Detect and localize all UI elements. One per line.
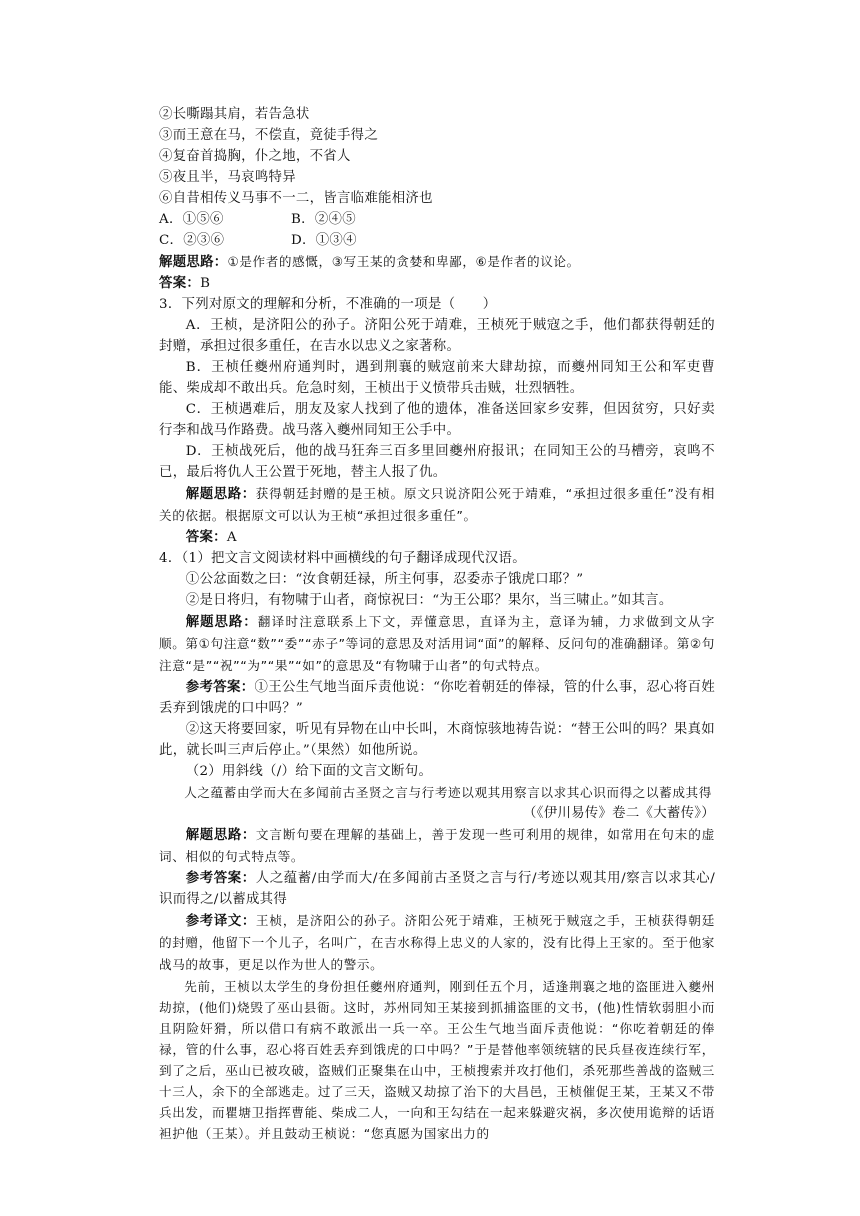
q4-reference-1: [159, 677, 715, 719]
q3-option-d: D．王桢战死后，他的战马狂奔三百多里回夔州府报讯；在同知王公的马槽旁，哀鸣不已，最后将仇人王公置于死地，替主人报了仇。: [159, 444, 715, 480]
q4-reference-2: ②这天将要回家，听见有异物在山中长叫，木商惊骇地祷告说：“替王公叫的吗？果真如此，就长叫三声后停止。”（果然）如他所说。: [159, 722, 715, 758]
q3-answer-value: A: [226, 530, 237, 545]
q4-reference-text-1: ①王公生气地当面斥责他说：“你吃着朝廷的俸禄，管的什么事，忍心将百姓丢弃到饿虎的口中吗？”: [159, 680, 716, 716]
q4-2-reference-label: 参考答案：: [185, 870, 256, 886]
q4-reference-label: 参考答案：: [185, 679, 255, 695]
q2-option-c: C．②③⑥: [159, 233, 225, 248]
translation-paragraph-2: 先前，王桢以太学生的身份担任夔州府通判，刚到任五个月，适逢荆襄之地的盗匪进入夔州劫掠，(他们)烧毁了巫山县衙。这时，苏州同知王某接到抓捕盗匪的文书，(他)性情软弱胆小而且阴险奸猾，所以借口有病不敢派出一兵一卒。王公生气地当面斥责他说：“你吃着朝廷的俸禄，管的什么事，忍心将百姓丢弃到饿虎的口中吗？”于是替他率领统辖的民兵昼夜连续行军，到了之后，巫山已被攻破，盗贼们正聚集在山中，王桢搜索并攻打他们，杀死那些善战的盗贼三十三人，余下的全部逃走。过了三天，盗贼又劫掠了治下的大昌邑，王桢催促王某，王某又不带兵出发，而瞿塘卫指挥曹能、柴成二人，一向和王勾结在一起来躲避灾祸，多次使用诡辩的话语袒护他（王某）。并且鼓动王桢说：“您真愿为国家出力的: [159, 979, 715, 1141]
q4-2-reference: [159, 868, 715, 910]
q2-options-row-2: [159, 230, 715, 251]
q3-answer: [159, 527, 715, 548]
document-body: [159, 104, 715, 1144]
q2-analysis-label: 解题思路：: [159, 254, 228, 270]
q3-analysis: [159, 483, 715, 527]
q2-answer: [159, 273, 715, 294]
q3-option-c: C．王桢遇难后，朋友及家人找到了他的遗体，准备送回家乡安葬，但因贫穷，只好卖行李和战马作路费。战马落入夔州同知王公手中。: [159, 402, 715, 438]
q4-2-analysis-text: 文言断句要在理解的基础上，善于发现一些可利用的规律，如常用在句末的虚词、相似的句式特点等。: [159, 827, 716, 864]
q2-item-6: ⑥自昔相传义马事不一二，皆言临难能相济也: [159, 191, 433, 206]
q2-item-3: ③而王意在马，不偿直，竟徒手得之: [159, 128, 379, 143]
q2-item-2: ②长嘶蹋其肩，若告急状: [159, 107, 310, 122]
q4-2-analysis-label: 解题思路：: [185, 827, 256, 843]
q2-item-4: ④复奋首捣胸，仆之地，不省人: [159, 149, 351, 164]
q2-answer-value: B: [200, 276, 211, 291]
q3-stem: 3．下列对原文的理解和分析，不准确的一项是（ ）: [159, 297, 497, 312]
q4-sentence-2: ②是日将归，有物啸于山者，商惊祝曰：“为王公耶？果尔，当三啸止。”如其言。: [185, 593, 673, 608]
q4-2-text: 人之蕴蓄由学而大在多闻前古圣贤之言与行考迹以观其用察言以求其心识而得之以蓄成其得: [184, 785, 712, 800]
q4-2-reference-text: 人之蕴蓄/由学而大/在多闻前古圣贤之言与行/考迹以观其用/察言以求其心/识而得之/以蓄成其得: [159, 871, 716, 907]
translation-paragraph-1: [159, 910, 715, 976]
q3-analysis-text: 获得朝廷封赠的是王桢。原文只说济阳公死于靖难，“承担过很多重任”没有相关的依据。根据原文可以认为王桢“承担过很多重任”。: [159, 486, 715, 523]
q4-stem: 4．（1）把文言文阅读材料中画横线的句子翻译成现代汉语。: [159, 551, 526, 566]
q2-analysis-text: ①是作者的感慨，③写王某的贪婪和卑鄙，⑥是作者的议论。: [227, 254, 580, 269]
q3-analysis-label: 解题思路：: [185, 486, 256, 502]
q2-option-b: B．②④⑤: [291, 212, 356, 227]
q4-sentence-1: ①公忿面数之曰：“汝食朝廷禄，所主何事，忍委赤子饿虎口耶？”: [185, 572, 584, 587]
q2-analysis: [159, 251, 715, 273]
q4-analysis: [159, 611, 715, 677]
q4-analysis-label: 解题思路：: [185, 614, 258, 630]
q3-answer-label: 答案：: [185, 529, 227, 545]
q4-2-analysis: [159, 824, 715, 868]
q2-option-a: A．①⑤⑥: [159, 212, 224, 227]
q2-option-d: D．①③④: [291, 233, 357, 248]
q4-2-stem: （2）用斜线（/）给下面的文言文断句。: [185, 764, 433, 779]
q2-options-row-1: [159, 209, 715, 230]
q2-answer-label: 答案：: [159, 275, 201, 291]
q4-analysis-text: 翻译时注意联系上下文，弄懂意思，直译为主，意译为辅，力求做到文从字顺。第①句注意“数”“委”“赤子”等词的意思及对活用词“面”的解释、反问句的准确翻译。第②句注意“是”“祝”“为”“果”“如”的意思及“有物啸于山者”的句式特点。: [159, 614, 715, 673]
translation-label: 参考译文：: [185, 913, 256, 929]
translation-text-1: 王桢，是济阳公的孙子。济阳公死于靖难，王桢死于贼寇之手，王桢获得朝廷的封赠，他留下一个儿子，名叫广，在吉水称得上忠义的人家的，没有比得上王家的。至于他家战马的故事，更足以作为世人的警示。: [159, 913, 716, 972]
q4-2-source: （《伊川易传》卷二《大蓄传》）: [523, 806, 715, 821]
q3-option-b: B．王桢任夔州府通判时，遇到荆襄的贼寇前来大肆劫掠，而夔州同知王公和军吏曹能、柴成却不敢出兵。危急时刻，王桢出于义愤带兵击贼，壮烈牺牲。: [159, 360, 715, 396]
q2-item-5: ⑤夜且半，马哀鸣特异: [159, 170, 296, 185]
q3-option-a: A．王桢，是济阳公的孙子。济阳公死于靖难，王桢死于贼寇之手，他们都获得朝廷的封赠，承担过很多重任，在吉水以忠义之家著称。: [159, 318, 715, 354]
